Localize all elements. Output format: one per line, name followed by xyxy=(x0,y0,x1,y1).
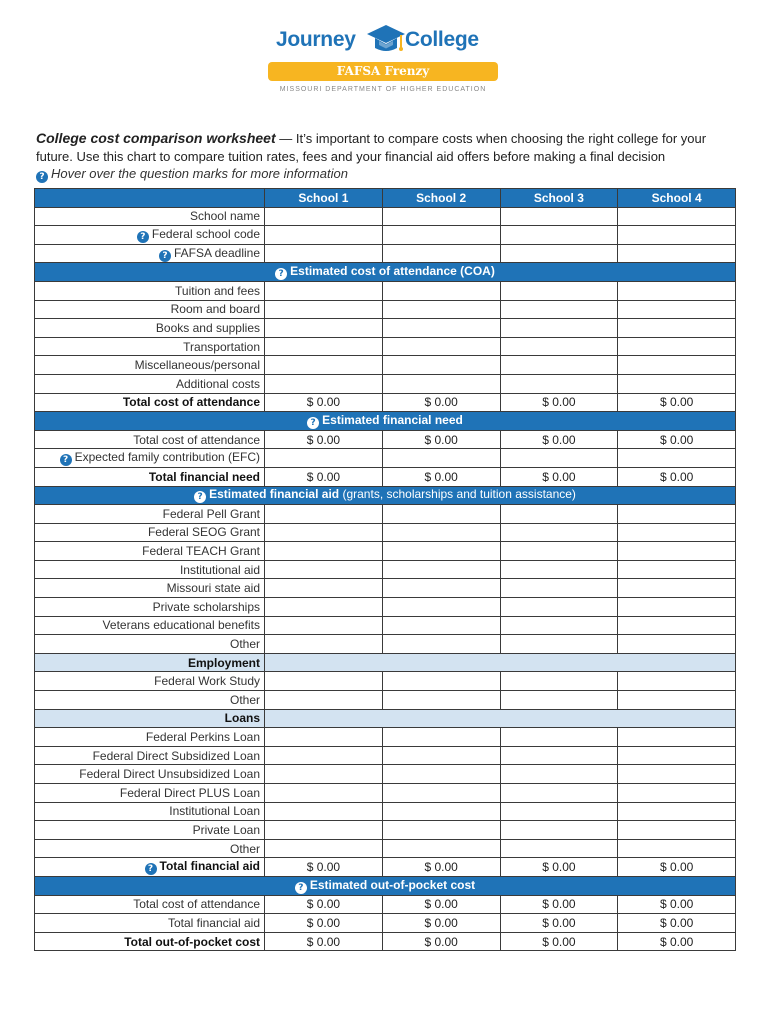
need-section-header xyxy=(35,412,736,431)
help-question-icon[interactable]: ? xyxy=(137,231,149,243)
row-label: Other xyxy=(35,691,265,710)
input-cell[interactable] xyxy=(265,449,383,468)
table-row xyxy=(35,337,736,356)
row-label-text: Federal school code xyxy=(151,226,260,241)
input-cell[interactable] xyxy=(382,244,500,263)
row-label: Private Loan xyxy=(35,821,265,840)
total-aid-label xyxy=(35,858,265,877)
input-cell[interactable] xyxy=(618,765,736,784)
input-cell[interactable] xyxy=(265,802,383,821)
input-cell[interactable] xyxy=(500,337,618,356)
input-cell[interactable] xyxy=(618,635,736,654)
row-label: Federal SEOG Grant xyxy=(35,523,265,542)
input-cell[interactable] xyxy=(618,579,736,598)
section-header-row xyxy=(35,412,736,431)
input-cell[interactable] xyxy=(265,746,383,765)
input-cell[interactable] xyxy=(382,728,500,747)
oop-section-header xyxy=(35,876,736,895)
input-cell[interactable] xyxy=(618,821,736,840)
computed-value: $ 0.00 xyxy=(618,895,736,914)
input-cell[interactable] xyxy=(382,821,500,840)
corner-cell xyxy=(35,189,265,208)
row-label: Institutional Loan xyxy=(35,802,265,821)
input-cell[interactable] xyxy=(382,635,500,654)
total-value: $ 0.00 xyxy=(500,932,618,951)
table-row xyxy=(35,784,736,803)
input-cell[interactable] xyxy=(265,542,383,561)
coa-section-header xyxy=(35,263,736,282)
fafsa-frenzy-banner: FAFSA Frenzy xyxy=(268,62,498,81)
input-cell[interactable] xyxy=(618,207,736,226)
input-cell[interactable] xyxy=(500,616,618,635)
help-question-icon[interactable]: ? xyxy=(60,454,72,466)
input-cell[interactable] xyxy=(500,728,618,747)
total-value: $ 0.00 xyxy=(618,932,736,951)
input-cell[interactable] xyxy=(618,784,736,803)
input-cell[interactable] xyxy=(265,839,383,858)
total-row xyxy=(35,467,736,486)
computed-value: $ 0.00 xyxy=(382,914,500,933)
table-row xyxy=(35,319,736,338)
total-value: $ 0.00 xyxy=(382,467,500,486)
input-cell[interactable] xyxy=(500,821,618,840)
input-cell[interactable] xyxy=(500,226,618,245)
input-cell[interactable] xyxy=(382,784,500,803)
subsection-fill xyxy=(265,709,736,728)
table-row xyxy=(35,635,736,654)
input-cell[interactable] xyxy=(382,746,500,765)
row-label: Federal Direct Unsubsidized Loan xyxy=(35,765,265,784)
total-value: $ 0.00 xyxy=(265,858,383,877)
table-row xyxy=(35,226,736,245)
row-label: Missouri state aid xyxy=(35,579,265,598)
computed-value: $ 0.00 xyxy=(265,914,383,933)
input-cell[interactable] xyxy=(265,616,383,635)
input-cell[interactable] xyxy=(618,542,736,561)
employment-subheader: Employment xyxy=(35,653,265,672)
row-label xyxy=(35,449,265,468)
row-label-text: Total financial aid xyxy=(159,859,260,874)
row-label: Federal Perkins Loan xyxy=(35,728,265,747)
table-row xyxy=(35,244,736,263)
intro-body: It’s important to compare costs when choosing the right college for your future. Use this chart to compare tuition rates, fees and your financial aid offers before making a final decision xyxy=(36,131,707,164)
row-label-text: FAFSA deadline xyxy=(173,245,260,260)
table-row xyxy=(35,356,736,375)
table-row xyxy=(35,895,736,914)
section-header-row xyxy=(35,876,736,895)
input-cell[interactable] xyxy=(618,728,736,747)
total-row xyxy=(35,858,736,877)
row-label xyxy=(35,244,265,263)
total-coa-label: Total cost of attendance xyxy=(35,393,265,412)
total-value: $ 0.00 xyxy=(265,932,383,951)
input-cell[interactable] xyxy=(265,226,383,245)
table-row xyxy=(35,542,736,561)
title-dash: — xyxy=(275,131,296,146)
table-row xyxy=(35,430,736,449)
input-cell[interactable] xyxy=(618,244,736,263)
input-cell[interactable] xyxy=(500,449,618,468)
input-cell[interactable] xyxy=(500,802,618,821)
input-cell[interactable] xyxy=(265,319,383,338)
input-cell[interactable] xyxy=(265,821,383,840)
help-question-icon[interactable]: ? xyxy=(145,863,157,875)
row-label: Federal Pell Grant xyxy=(35,505,265,524)
input-cell[interactable] xyxy=(382,579,500,598)
computed-value: $ 0.00 xyxy=(618,914,736,933)
section-note: (grants, scholarships and tuition assistance) xyxy=(342,487,576,502)
row-label: Room and board xyxy=(35,300,265,319)
row-label: Federal Direct PLUS Loan xyxy=(35,784,265,803)
total-value: $ 0.00 xyxy=(265,393,383,412)
row-label: Books and supplies xyxy=(35,319,265,338)
section-header-row xyxy=(35,486,736,505)
input-cell[interactable] xyxy=(618,505,736,524)
graduation-cap-icon xyxy=(365,22,407,58)
section-title: Estimated financial aid xyxy=(209,487,340,502)
row-label: Additional costs xyxy=(35,374,265,393)
total-value: $ 0.00 xyxy=(500,467,618,486)
subsection-fill xyxy=(265,653,736,672)
input-cell[interactable] xyxy=(382,802,500,821)
row-label: Miscellaneous/personal xyxy=(35,356,265,375)
school-header-row xyxy=(35,189,736,208)
total-value: $ 0.00 xyxy=(618,467,736,486)
aid-section-header xyxy=(35,486,736,505)
table-row xyxy=(35,300,736,319)
input-cell[interactable] xyxy=(618,839,736,858)
input-cell[interactable] xyxy=(265,728,383,747)
hover-hint: Hover over the question marks for more information xyxy=(51,166,348,181)
input-cell[interactable] xyxy=(265,560,383,579)
table-row xyxy=(35,802,736,821)
table-row xyxy=(35,579,736,598)
row-label: Federal Work Study xyxy=(35,672,265,691)
input-cell[interactable] xyxy=(265,244,383,263)
input-cell[interactable] xyxy=(265,281,383,300)
table-row xyxy=(35,560,736,579)
help-question-icon[interactable]: ? xyxy=(159,250,171,262)
table-row xyxy=(35,505,736,524)
row-label: Veterans educational benefits xyxy=(35,616,265,635)
table-row xyxy=(35,821,736,840)
input-cell[interactable] xyxy=(265,672,383,691)
school-2-header: School 2 xyxy=(382,189,500,208)
input-cell[interactable] xyxy=(500,672,618,691)
input-cell[interactable] xyxy=(618,691,736,710)
total-value: $ 0.00 xyxy=(382,393,500,412)
input-cell[interactable] xyxy=(618,672,736,691)
input-cell[interactable] xyxy=(265,765,383,784)
input-cell[interactable] xyxy=(618,802,736,821)
row-label: Total financial aid xyxy=(35,914,265,933)
subsection-row xyxy=(35,653,736,672)
input-cell[interactable] xyxy=(265,598,383,617)
section-title: Estimated cost of attendance (COA) xyxy=(290,264,495,279)
input-cell[interactable] xyxy=(618,319,736,338)
total-value: $ 0.00 xyxy=(382,932,500,951)
input-cell[interactable] xyxy=(265,691,383,710)
input-cell[interactable] xyxy=(382,542,500,561)
table-row xyxy=(35,449,736,468)
table-row xyxy=(35,746,736,765)
input-cell[interactable] xyxy=(265,635,383,654)
input-cell[interactable] xyxy=(265,300,383,319)
row-label: Total cost of attendance xyxy=(35,895,265,914)
input-cell[interactable] xyxy=(382,560,500,579)
input-cell[interactable] xyxy=(500,505,618,524)
section-title: Estimated financial need xyxy=(322,412,463,427)
row-label xyxy=(35,226,265,245)
input-cell[interactable] xyxy=(265,207,383,226)
help-question-icon[interactable]: ? xyxy=(295,882,307,894)
input-cell[interactable] xyxy=(265,784,383,803)
input-cell[interactable] xyxy=(382,300,500,319)
table-row xyxy=(35,374,736,393)
computed-value: $ 0.00 xyxy=(500,430,618,449)
total-oop-label: Total out-of-pocket cost xyxy=(35,932,265,951)
input-cell[interactable] xyxy=(618,226,736,245)
input-cell[interactable] xyxy=(382,505,500,524)
input-cell[interactable] xyxy=(618,598,736,617)
input-cell[interactable] xyxy=(500,523,618,542)
row-label: Private scholarships xyxy=(35,598,265,617)
table-row xyxy=(35,839,736,858)
loans-subheader: Loans xyxy=(35,709,265,728)
total-value: $ 0.00 xyxy=(265,467,383,486)
row-label: School name xyxy=(35,207,265,226)
input-cell[interactable] xyxy=(500,691,618,710)
input-cell[interactable] xyxy=(500,635,618,654)
input-cell[interactable] xyxy=(382,598,500,617)
input-cell[interactable] xyxy=(500,300,618,319)
input-cell[interactable] xyxy=(500,356,618,375)
input-cell[interactable] xyxy=(618,560,736,579)
input-cell[interactable] xyxy=(500,560,618,579)
computed-value: $ 0.00 xyxy=(265,895,383,914)
input-cell[interactable] xyxy=(382,337,500,356)
input-cell[interactable] xyxy=(265,356,383,375)
input-cell[interactable] xyxy=(618,281,736,300)
intro-paragraph xyxy=(36,130,736,183)
total-value: $ 0.00 xyxy=(618,858,736,877)
table-row xyxy=(35,914,736,933)
total-value: $ 0.00 xyxy=(500,393,618,412)
help-question-icon[interactable]: ? xyxy=(194,491,206,503)
cost-comparison-table xyxy=(34,188,736,951)
input-cell[interactable] xyxy=(618,449,736,468)
computed-value: $ 0.00 xyxy=(265,430,383,449)
row-label-text: Expected family contribution (EFC) xyxy=(74,450,260,465)
input-cell[interactable] xyxy=(382,319,500,338)
input-cell[interactable] xyxy=(382,207,500,226)
total-need-label: Total financial need xyxy=(35,467,265,486)
input-cell[interactable] xyxy=(265,374,383,393)
row-label: Federal Direct Subsidized Loan xyxy=(35,746,265,765)
input-cell[interactable] xyxy=(500,579,618,598)
department-name: MISSOURI DEPARTMENT OF HIGHER EDUCATION xyxy=(279,86,487,93)
total-row xyxy=(35,393,736,412)
input-cell[interactable] xyxy=(382,226,500,245)
table-row xyxy=(35,598,736,617)
row-label: Tuition and fees xyxy=(35,281,265,300)
total-row xyxy=(35,932,736,951)
input-cell[interactable] xyxy=(500,244,618,263)
input-cell[interactable] xyxy=(500,765,618,784)
input-cell[interactable] xyxy=(618,746,736,765)
input-cell[interactable] xyxy=(382,839,500,858)
input-cell[interactable] xyxy=(500,319,618,338)
computed-value: $ 0.00 xyxy=(382,895,500,914)
section-header-row xyxy=(35,263,736,282)
table-row xyxy=(35,728,736,747)
input-cell[interactable] xyxy=(618,300,736,319)
input-cell[interactable] xyxy=(618,374,736,393)
school-4-header: School 4 xyxy=(618,189,736,208)
total-value: $ 0.00 xyxy=(382,858,500,877)
input-cell[interactable] xyxy=(382,281,500,300)
row-label: Institutional aid xyxy=(35,560,265,579)
input-cell[interactable] xyxy=(618,356,736,375)
input-cell[interactable] xyxy=(265,523,383,542)
input-cell[interactable] xyxy=(618,616,736,635)
input-cell[interactable] xyxy=(500,542,618,561)
table-row xyxy=(35,691,736,710)
row-label: Other xyxy=(35,635,265,654)
input-cell[interactable] xyxy=(382,374,500,393)
row-label: Transportation xyxy=(35,337,265,356)
input-cell[interactable] xyxy=(265,579,383,598)
input-cell[interactable] xyxy=(265,337,383,356)
input-cell[interactable] xyxy=(500,281,618,300)
input-cell[interactable] xyxy=(382,672,500,691)
input-cell[interactable] xyxy=(382,691,500,710)
subsection-row xyxy=(35,709,736,728)
worksheet-title: College cost comparison worksheet xyxy=(36,130,276,146)
help-question-icon[interactable]: ? xyxy=(275,268,287,280)
computed-value: $ 0.00 xyxy=(382,430,500,449)
input-cell[interactable] xyxy=(500,784,618,803)
table-row xyxy=(35,616,736,635)
table-row xyxy=(35,281,736,300)
computed-value: $ 0.00 xyxy=(618,430,736,449)
table-row xyxy=(35,207,736,226)
logo-journey-text: Journey xyxy=(276,28,356,51)
help-question-icon[interactable]: ? xyxy=(307,417,319,429)
row-label: Total cost of attendance xyxy=(35,430,265,449)
total-value: $ 0.00 xyxy=(618,393,736,412)
input-cell[interactable] xyxy=(500,746,618,765)
input-cell[interactable] xyxy=(382,765,500,784)
input-cell[interactable] xyxy=(500,207,618,226)
input-cell[interactable] xyxy=(382,449,500,468)
table-row xyxy=(35,523,736,542)
input-cell[interactable] xyxy=(500,839,618,858)
help-question-icon[interactable]: ? xyxy=(36,171,48,183)
input-cell[interactable] xyxy=(618,523,736,542)
row-label: Federal TEACH Grant xyxy=(35,542,265,561)
school-3-header: School 3 xyxy=(500,189,618,208)
input-cell[interactable] xyxy=(265,505,383,524)
input-cell[interactable] xyxy=(500,598,618,617)
section-title: Estimated out-of-pocket cost xyxy=(309,877,476,892)
total-value: $ 0.00 xyxy=(500,858,618,877)
table-row xyxy=(35,765,736,784)
input-cell[interactable] xyxy=(382,356,500,375)
table-row xyxy=(35,672,736,691)
school-1-header: School 1 xyxy=(265,189,383,208)
logo-college-text: College xyxy=(405,28,479,51)
input-cell[interactable] xyxy=(618,337,736,356)
input-cell[interactable] xyxy=(500,374,618,393)
input-cell[interactable] xyxy=(382,523,500,542)
computed-value: $ 0.00 xyxy=(500,914,618,933)
input-cell[interactable] xyxy=(382,616,500,635)
computed-value: $ 0.00 xyxy=(500,895,618,914)
row-label: Other xyxy=(35,839,265,858)
